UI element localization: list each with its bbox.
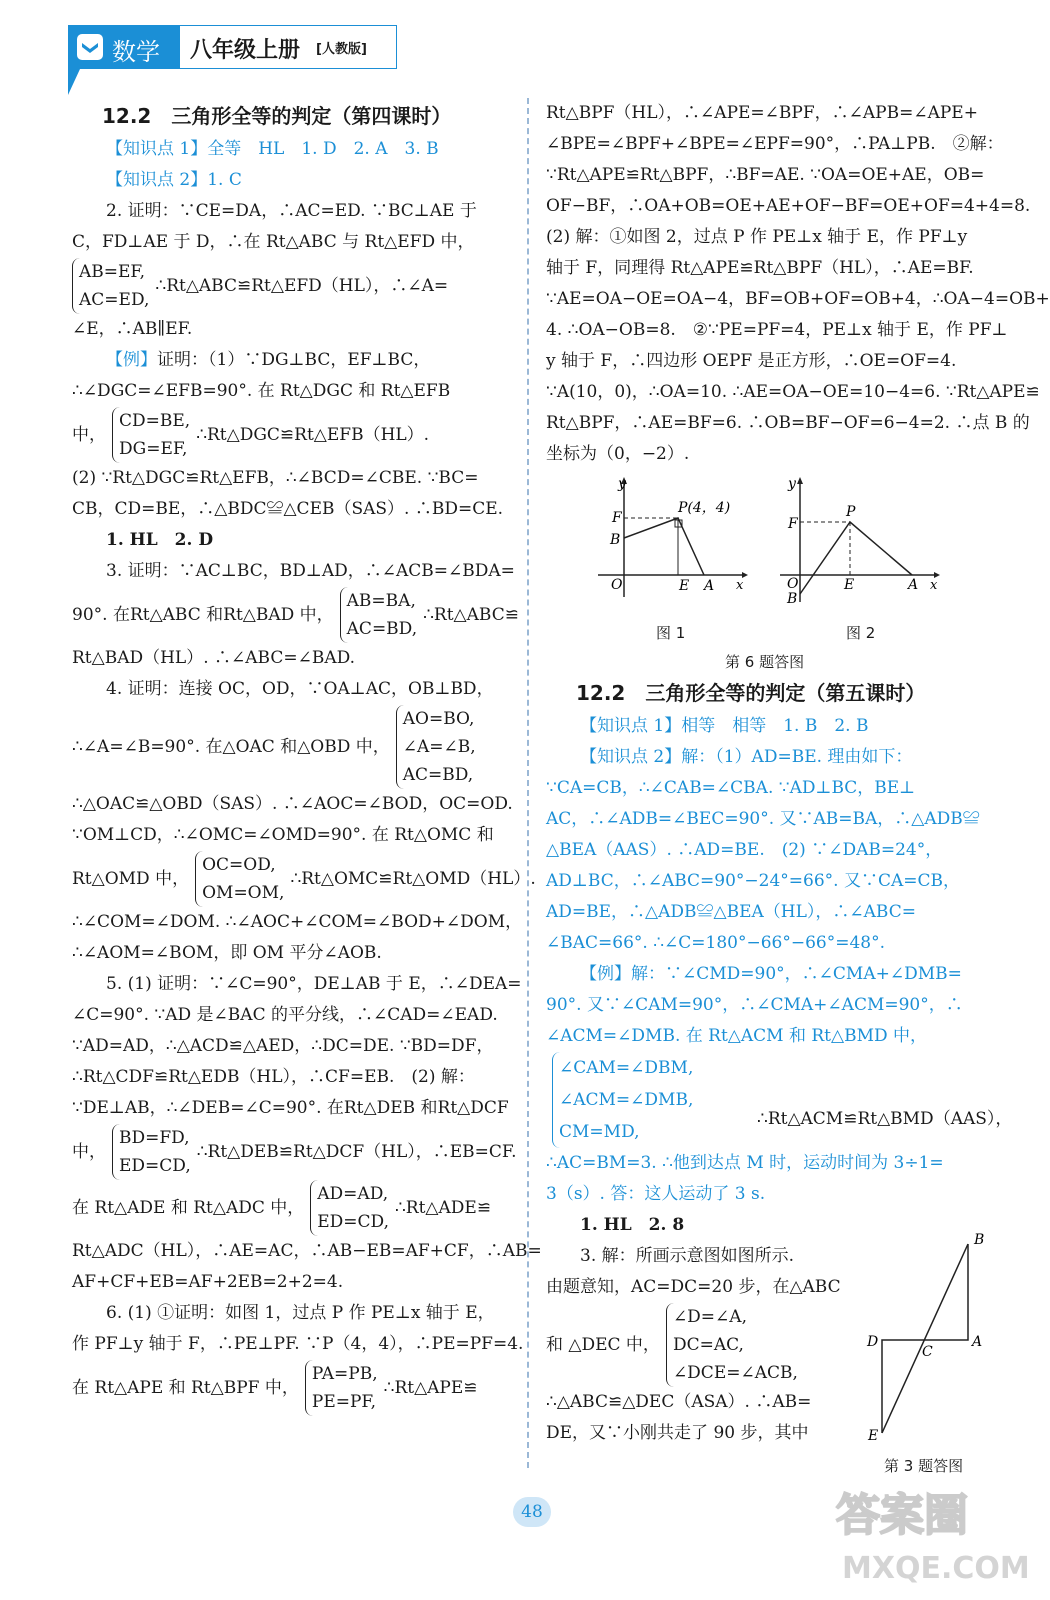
text-line: 4. ∴OA−OB=8. ②∵PE=PF=4，PE⊥x 轴于 E，作 PF⊥ <box>546 320 1008 340</box>
fig2-E: E <box>844 577 855 593</box>
text-line: Rt△ADC（HL），∴AE=AC，∴AB−EB=AF+CF，∴AB= <box>72 1241 542 1261</box>
text-line: ∴Rt△APE≌ <box>383 1377 478 1398</box>
text-line: 中， <box>72 1141 106 1162</box>
eq: OC=OD, <box>202 855 276 875</box>
eq: AD=AD, <box>317 1184 389 1204</box>
text-line: 证明：（1）∵DG⊥BC，EF⊥BC， <box>157 350 431 370</box>
example-label: 【例】 <box>580 964 631 984</box>
eq: PA=PB, <box>311 1364 378 1384</box>
text-line: AF+CF+EB=AF+2EB=2+2=4. <box>72 1272 344 1292</box>
fig1-y: y <box>618 476 626 492</box>
text-line: ∵OM⊥CD，∴∠OMC=∠OMD=90°. 在 Rt△OMC 和 <box>72 825 494 845</box>
system-block <box>72 705 512 789</box>
grade-label: 八年级上册 <box>190 38 301 63</box>
text-line: 作 PF⊥y 轴于 F，∴PE⊥PF. ∵P（4，4），∴PE=PF=4. <box>72 1334 524 1354</box>
text-line: (2) 解：①如图 2，过点 P 作 PE⊥x 轴于 E，作 PF⊥y <box>546 227 968 247</box>
text-line: ∴AC=BM=3. ∴他到达点 M 时，运动时间为 3÷1= <box>546 1153 944 1173</box>
subject-label: 数学 <box>112 38 160 66</box>
fig2-x: x <box>930 578 938 593</box>
fig1-F: F <box>612 510 622 526</box>
kp2-text: 解：（1）AD=BE. 理由如下： <box>681 747 913 767</box>
text-line: ∴Rt△ABC≌Rt△EFD（HL），∴∠A= <box>155 275 449 296</box>
text-line: 由题意知，AC=DC=20 步，在△ABC <box>546 1277 841 1297</box>
figure-2 <box>776 472 946 607</box>
system-block <box>546 1052 986 1148</box>
text-line: 3. 证明：∵AC⊥BC，BD⊥AD，∴∠ACB=∠BDA= <box>106 561 515 581</box>
edition-label: [人教版] <box>316 42 367 57</box>
watermark-line1: 答案圈 <box>836 1490 968 1541</box>
text-line: ∴Rt△ABC≌ <box>423 604 519 625</box>
text-line: ∵AE=OA−OE=OA−4，BF=OB+OF=OB+4，∴OA−4=OB+ <box>546 289 1050 309</box>
eq: CD=BE, <box>119 411 191 431</box>
text-line: 1. HL 2. D <box>106 530 214 550</box>
text-line: 90°. 又∵∠CAM=90°，∴∠CMA+∠ACM=90°，∴ <box>546 995 963 1015</box>
page-header <box>68 25 398 69</box>
text-line: AD=BE，∴△ADB≌△BEA（HL），∴∠ABC= <box>546 902 916 922</box>
text-line: ∠C=90°. ∵AD 是∠BAC 的平分线，∴∠CAD=∠EAD. <box>72 1005 498 1025</box>
text-line: 4. 证明：连接 OC，OD，∵OA⊥AC，OB⊥BD， <box>106 679 494 699</box>
eq: AC=BD, <box>346 619 418 639</box>
text-line: △BEA（AAS）. ∴AD=BE. (2) ∵∠DAB=24°， <box>546 840 943 860</box>
example-label: 【例】 <box>106 350 157 370</box>
text-line: ∴Rt△OMC≌Rt△OMD（HL）. <box>290 868 536 889</box>
page-number: 48 <box>513 1497 551 1527</box>
header-tail <box>68 69 80 95</box>
text-line: ∴∠DGC=∠EFB=90°. 在 Rt△DGC 和 Rt△EFB <box>72 381 451 401</box>
fig3-caption: 第 3 题答图 <box>884 1457 964 1475</box>
text-line: 中， <box>72 424 106 445</box>
fig3-A: A <box>972 1334 983 1350</box>
system-block <box>72 851 536 907</box>
text-line: 3（s）. 答：这人运动了 3 s. <box>546 1184 766 1204</box>
text-line: ∴Rt△DGC≌Rt△EFB（HL）. <box>196 424 430 445</box>
kp1-answers: 相等 相等 1. B 2. B <box>681 716 869 736</box>
text-line: 轴于 F，同理得 Rt△APE≌Rt△BPF（HL），∴AE=BF. <box>546 258 974 278</box>
subject-tab <box>68 25 180 69</box>
text-line: 在 Rt△APE 和 Rt△BPF 中， <box>72 1377 299 1398</box>
eq: ∠DCE=∠ACB, <box>672 1363 798 1383</box>
fig2-A: A <box>908 577 919 593</box>
text-line: 90°. 在Rt△ABC 和Rt△BAD 中， <box>72 604 334 625</box>
text-line: ∠ACM=∠DMB. 在 Rt△ACM 和 Rt△BMD 中， <box>546 1026 928 1046</box>
text-line: ∴△OAC≌△OBD（SAS）. ∴∠AOC=∠BOD，OC=OD. <box>72 794 513 814</box>
eq: DG=EF, <box>119 439 188 459</box>
text-line: Rt△OMD 中， <box>72 868 190 889</box>
section-title-2: 12.2 三角形全等的判定（第五课时） <box>576 681 926 705</box>
figs-caption: 第 6 题答图 <box>725 653 805 671</box>
text-line: 解：∵∠CMD=90°，∴∠CMA+∠DMB= <box>631 964 962 984</box>
kp2-label: 【知识点 2】 <box>580 747 682 767</box>
text-line: ∵CA=CB，∴∠CAB=∠CBA. ∵AD⊥BC，BE⊥ <box>546 778 916 798</box>
book-leaf-icon <box>77 34 103 60</box>
aas-conclusion: ∴Rt△ACM≌Rt△BMD（AAS）， <box>757 1109 1013 1129</box>
text-line: y 轴于 F，∴四边形 OEPF 是正方形，∴OE=OF=4. <box>546 351 957 371</box>
text-line: ∵A(10，0)，∴OA=10. ∴AE=OA−OE=10−4=6. ∵Rt△APE≌ <box>546 382 1040 402</box>
text-line: ∵DE⊥AB，∴∠DEB=∠C=90°. 在Rt△DEB 和Rt△DCF <box>72 1098 509 1118</box>
kp1-label: 【知识点 1】 <box>580 716 682 736</box>
fig2-F: F <box>788 516 798 532</box>
text-line: ∵Rt△APE≌Rt△BPF，∴BF=AE. ∵OA=OE+AE，OB= <box>546 165 985 185</box>
fig3-D: D <box>867 1334 879 1350</box>
fig1-P: P(4，4) <box>678 500 731 516</box>
fig1-E: E <box>679 578 690 594</box>
right-column-top <box>546 98 1050 470</box>
text-line: 在 Rt△ADE 和 Rt△ADC 中， <box>72 1197 305 1218</box>
text-line: Rt△BPF（HL），∴∠APE=∠BPF，∴∠APB=∠APE+ <box>546 103 978 123</box>
eq: ∠D=∠A, <box>672 1307 747 1327</box>
text-line: ∴∠A=∠B=90°. 在△OAC 和△OBD 中， <box>72 736 390 757</box>
watermark-line2: MXQE.COM <box>842 1551 1030 1586</box>
figure-3 <box>860 1228 1000 1453</box>
text-line: Rt△BAD（HL）. ∴∠ABC=∠BAD. <box>72 648 356 668</box>
fig2-y: y <box>788 476 796 492</box>
system-block <box>72 407 512 463</box>
text-line: DE，又∵小刚共走了 90 步，其中 <box>546 1423 809 1443</box>
eq: AO=BO, <box>402 709 475 729</box>
system-block <box>72 1124 517 1180</box>
text-line: 1. HL 2. 8 <box>580 1215 685 1235</box>
text-line: 6. (1) ①证明：如图 1，过点 P 作 PE⊥x 轴于 E， <box>106 1303 495 1323</box>
text-line: ∴∠COM=∠DOM. ∴∠AOC+∠COM=∠BOD+∠DOM， <box>72 912 523 932</box>
eq: DC=AC, <box>672 1335 744 1355</box>
column-divider <box>527 98 529 1468</box>
fig1-A: A <box>704 578 715 594</box>
eq: BD=FD, <box>119 1128 190 1148</box>
fig3-B: B <box>974 1232 985 1248</box>
fig3-C: C <box>922 1344 933 1360</box>
text-line: 坐标为（0，−2）. <box>546 444 690 464</box>
fig2-B: B <box>787 591 798 607</box>
text-line: ∠E，∴AB∥EF. <box>72 319 193 339</box>
eq: ED=CD, <box>119 1156 191 1176</box>
text-line: ∴Rt△ADE≌ <box>394 1197 492 1218</box>
figure-1 <box>592 472 752 602</box>
text-line: 5. (1) 证明：∵∠C=90°，DE⊥AB 于 E，∴∠DEA= <box>106 974 522 994</box>
text-line: AD⊥BC，∴∠ABC=90°−24°=66°. 又∵CA=CB， <box>546 871 961 891</box>
text-line: ∴Rt△CDF≌Rt△EDB（HL），∴CF=EB. (2) 解： <box>72 1067 475 1087</box>
kp1-label: 【知识点 1】 <box>106 139 208 159</box>
system-block <box>72 587 519 643</box>
text-line: ∴∠AOM=∠BOM，即 OM 平分∠AOB. <box>72 943 382 963</box>
text-line: ∴△ABC≌△DEC（ASA）. ∴AB= <box>546 1392 812 1412</box>
text-line: (2) ∵Rt△DGC≌Rt△EFB，∴∠BCD=∠CBE. ∵BC= <box>72 468 479 488</box>
eq: ED=CD, <box>317 1212 389 1232</box>
text-line: ∵AD=AD，∴△ACD≌△AED，∴DC=DE. ∵BD=DF， <box>72 1036 494 1056</box>
text-line: ∠BAC=66°. ∴∠C=180°−66°−66°=48°. <box>546 933 885 953</box>
eq: ∠CAM=∠DBM, <box>559 1058 694 1078</box>
fig1-caption: 图 1 <box>656 624 686 642</box>
fig1-O: O <box>611 577 623 593</box>
eq: CM=MD, <box>559 1122 640 1142</box>
system-block <box>72 258 512 314</box>
eq: PE=PF, <box>311 1392 376 1412</box>
eq: AC=ED, <box>79 290 150 310</box>
eq: AB=BA, <box>346 591 416 611</box>
text-line: OF−BF，∴OA+OB=OE+AE+OF−BF=OE+OF=4+4=8. <box>546 196 1031 216</box>
grade-box <box>180 25 397 69</box>
eq: ∠ACM=∠DMB, <box>559 1090 694 1110</box>
system-block <box>72 1360 512 1416</box>
kp1-answers: 全等 HL 1. D 2. A 3. B <box>207 139 439 159</box>
fig1-x: x <box>736 578 744 593</box>
text-line: ∠BPE=∠BPF+∠BPE=∠EPF=90°，∴PA⊥PB. ②解： <box>546 134 1004 154</box>
eq: ∠A=∠B, <box>402 737 476 757</box>
text-line: ∴Rt△DEB≌Rt△DCF（HL），∴EB=CF. <box>196 1141 517 1162</box>
eq: AB=EF, <box>79 262 145 282</box>
eq: OM=OM, <box>202 883 285 903</box>
section-title: 12.2 三角形全等的判定（第四课时） <box>102 104 452 128</box>
text-line: 和 △DEC 中， <box>546 1334 660 1355</box>
left-column <box>72 98 542 1416</box>
text-line: C，FD⊥AE 于 D，∴在 Rt△ABC 与 Rt△EFD 中， <box>72 232 475 252</box>
text-line: AC，∴∠ADB=∠BEC=90°. 又∵AB=BA，∴△ADB≌ <box>546 809 980 829</box>
fig1-B: B <box>610 532 621 548</box>
text-line: Rt△BPF，∴AE=BF=6. ∴OB=BF−OF=6−4=2. ∴点 B 的 <box>546 413 1030 433</box>
text-line: 2. 证明：∵CE=DA，∴AC=ED. ∵BC⊥AE 于 <box>106 201 477 221</box>
fig3-E: E <box>868 1428 879 1444</box>
kp2-label: 【知识点 2】 <box>106 170 208 190</box>
text-line: CB，CD=BE，∴△BDC≌△CEB（SAS）. ∴BD=CE. <box>72 499 504 519</box>
eq: AC=BD, <box>402 765 474 785</box>
fig2-O: O <box>787 576 799 592</box>
fig2-caption: 图 2 <box>846 624 876 642</box>
text-line: 3. 解：所画示意图如图所示. <box>580 1246 795 1266</box>
fig2-P: P <box>846 504 856 520</box>
kp2-answers: 1. C <box>207 170 242 190</box>
system-block <box>72 1180 512 1236</box>
watermark-logo <box>832 1478 1030 1588</box>
